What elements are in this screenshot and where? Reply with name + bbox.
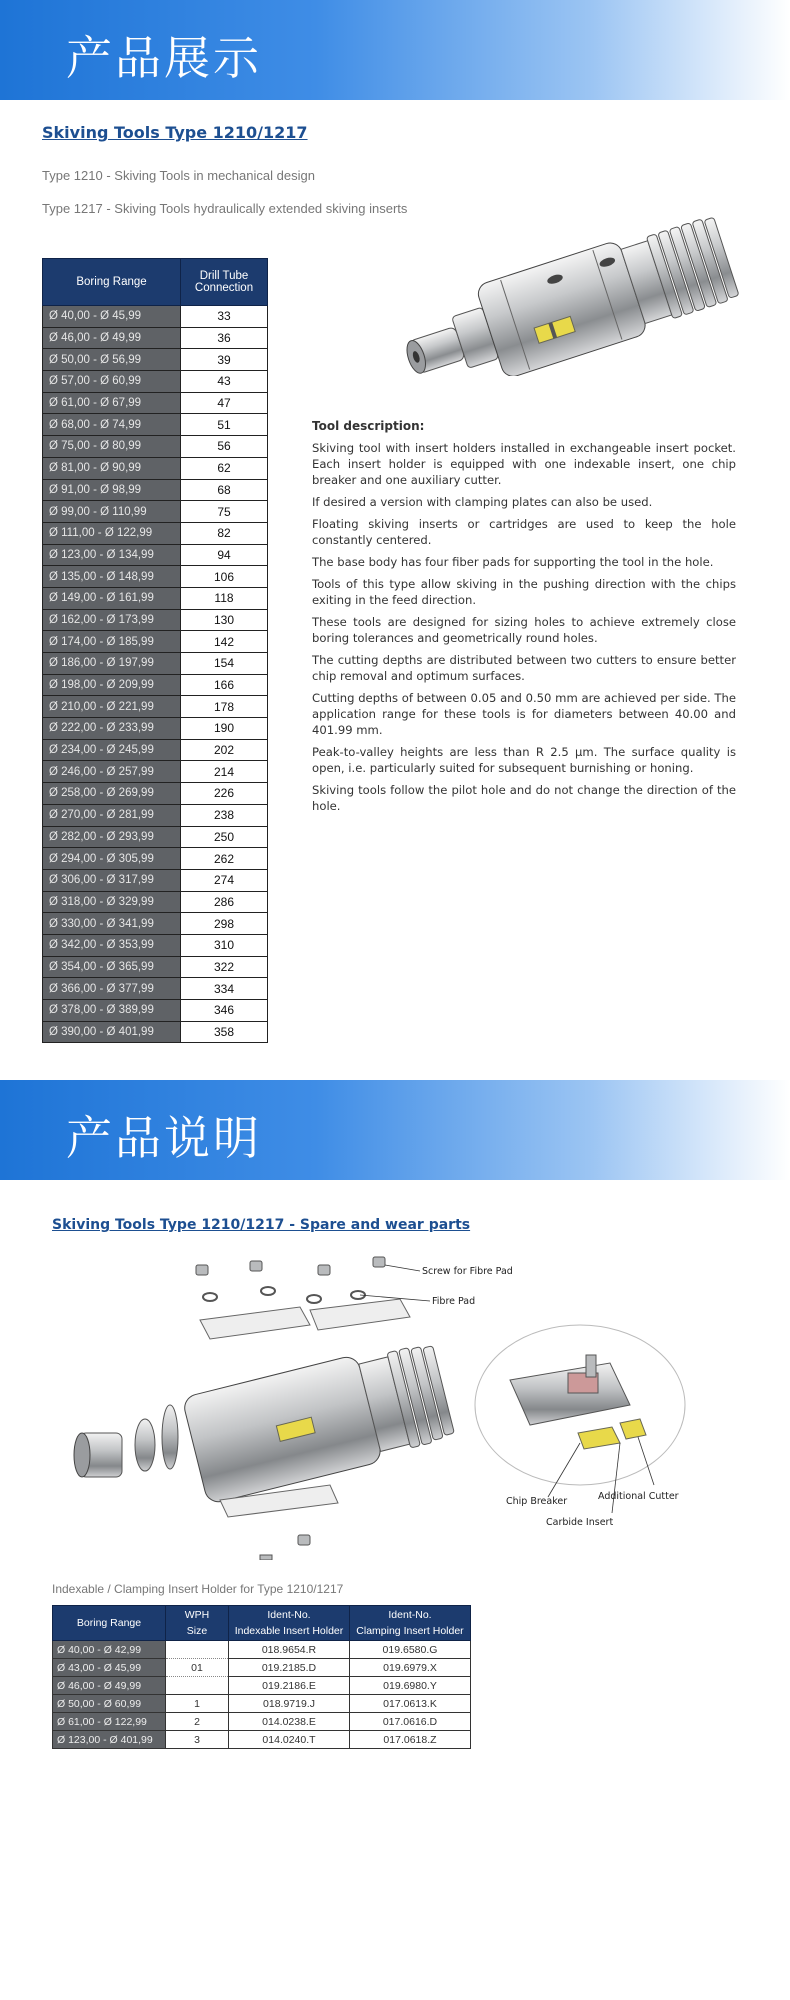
drill-tube-cell: 36	[181, 327, 268, 349]
table-row	[43, 804, 268, 826]
subtitle-1210: Type 1210 - Skiving Tools in mechanical design	[42, 168, 315, 183]
table-row	[53, 1659, 471, 1677]
insert-holder-caption: Indexable / Clamping Insert Holder for Type 1210/1217	[52, 1582, 344, 1596]
boring-range-cell: Ø 270,00 - Ø 281,99	[43, 804, 181, 826]
drill-tube-cell: 202	[181, 739, 268, 761]
boring-range-cell: Ø 50,00 - Ø 56,99	[43, 349, 181, 371]
label-chip-breaker: Chip Breaker	[506, 1496, 568, 1507]
cell-range: Ø 61,00 - Ø 122,99	[53, 1713, 166, 1731]
table-row	[53, 1713, 471, 1731]
cell-a: 014.0240.T	[229, 1731, 350, 1749]
table-row	[43, 436, 268, 458]
boring-range-cell: Ø 91,00 - Ø 98,99	[43, 479, 181, 501]
description-heading: Tool description:	[312, 419, 425, 433]
col-indexable-holder: Ident-No. Indexable Insert Holder	[229, 1606, 350, 1641]
table-row	[43, 306, 268, 328]
boring-range-cell: Ø 149,00 - Ø 161,99	[43, 587, 181, 609]
drill-tube-cell: 47	[181, 392, 268, 414]
cell-size: 01	[166, 1659, 229, 1677]
table-row	[43, 1021, 268, 1043]
boring-range-cell: Ø 282,00 - Ø 293,99	[43, 826, 181, 848]
banner-title: 产品展示	[66, 31, 262, 85]
drill-tube-cell: 33	[181, 306, 268, 328]
boring-range-cell: Ø 342,00 - Ø 353,99	[43, 934, 181, 956]
boring-range-cell: Ø 330,00 - Ø 341,99	[43, 913, 181, 935]
drill-tube-cell: 106	[181, 566, 268, 588]
boring-range-cell: Ø 46,00 - Ø 49,99	[43, 327, 181, 349]
description-paragraph: The base body has four fiber pads for supporting the tool in the hole.	[312, 555, 714, 569]
table-row	[53, 1677, 471, 1695]
boring-range-cell: Ø 61,00 - Ø 67,99	[43, 392, 181, 414]
table-row	[43, 392, 268, 414]
cell-a: 018.9654.R	[229, 1641, 350, 1659]
drill-tube-cell: 310	[181, 934, 268, 956]
boring-range-cell: Ø 68,00 - Ø 74,99	[43, 414, 181, 436]
drill-tube-cell: 322	[181, 956, 268, 978]
cell-a: 014.0238.E	[229, 1713, 350, 1731]
boring-range-cell: Ø 57,00 - Ø 60,99	[43, 371, 181, 393]
table-row	[43, 826, 268, 848]
drill-tube-cell: 43	[181, 371, 268, 393]
drill-tube-cell: 142	[181, 631, 268, 653]
table-row	[43, 457, 268, 479]
table-row	[43, 869, 268, 891]
boring-range-cell: Ø 174,00 - Ø 185,99	[43, 631, 181, 653]
boring-range-cell: Ø 198,00 - Ø 209,99	[43, 674, 181, 696]
boring-range-cell: Ø 222,00 - Ø 233,99	[43, 718, 181, 740]
drill-tube-cell: 51	[181, 414, 268, 436]
cell-size	[166, 1677, 229, 1695]
boring-range-cell: Ø 378,00 - Ø 389,99	[43, 1000, 181, 1022]
label-fibre-pad: Fibre Pad	[432, 1296, 476, 1307]
drill-tube-cell: 68	[181, 479, 268, 501]
drill-tube-cell: 75	[181, 501, 268, 523]
drill-tube-cell: 334	[181, 978, 268, 1000]
drill-tube-cell: 39	[181, 349, 268, 371]
table-row	[43, 978, 268, 1000]
col-drill-tube: Drill Tube Connection	[181, 259, 268, 306]
col-clamping-holder: Ident-No. Clamping Insert Holder	[350, 1606, 471, 1641]
table-row	[43, 371, 268, 393]
description-paragraph: Floating skiving inserts or cartridges are used to keep the hole constantly centered.	[312, 517, 736, 547]
table-row	[43, 718, 268, 740]
cell-size: 2	[166, 1713, 229, 1731]
drill-tube-cell: 190	[181, 718, 268, 740]
insert-holder-table	[52, 1605, 471, 1749]
cell-size	[166, 1641, 229, 1659]
table-row	[43, 479, 268, 501]
boring-range-cell: Ø 294,00 - Ø 305,99	[43, 848, 181, 870]
table-row	[43, 913, 268, 935]
col-boring-range-2: Boring Range	[53, 1606, 166, 1641]
drill-tube-cell: 118	[181, 587, 268, 609]
table-row	[43, 609, 268, 631]
boring-range-cell: Ø 123,00 - Ø 134,99	[43, 544, 181, 566]
table-row	[43, 739, 268, 761]
table-row	[43, 956, 268, 978]
subtitle-1217: Type 1217 - Skiving Tools hydraulically extended skiving inserts	[42, 201, 408, 216]
cell-range: Ø 50,00 - Ø 60,99	[53, 1695, 166, 1713]
drill-tube-cell: 178	[181, 696, 268, 718]
boring-range-cell: Ø 75,00 - Ø 80,99	[43, 436, 181, 458]
cell-b: 019.6580.G	[350, 1641, 471, 1659]
table-row	[43, 934, 268, 956]
table-row	[53, 1695, 471, 1713]
table-row	[43, 522, 268, 544]
drill-tube-cell: 250	[181, 826, 268, 848]
cell-range: Ø 123,00 - Ø 401,99	[53, 1731, 166, 1749]
boring-range-cell: Ø 366,00 - Ø 377,99	[43, 978, 181, 1000]
boring-range-table	[42, 258, 268, 1043]
table-row	[43, 848, 268, 870]
table-row	[43, 349, 268, 371]
col-boring-range: Boring Range	[43, 259, 181, 306]
cell-b: 019.6980.Y	[350, 1677, 471, 1695]
page-heading[interactable]: Skiving Tools Type 1210/1217	[42, 123, 308, 142]
cell-b: 017.0613.K	[350, 1695, 471, 1713]
exploded-view-image	[60, 1255, 700, 1560]
cell-range: Ø 43,00 - Ø 45,99	[53, 1659, 166, 1677]
table-row	[43, 653, 268, 675]
drill-tube-cell: 154	[181, 653, 268, 675]
cell-b: 017.0618.Z	[350, 1731, 471, 1749]
cell-size: 1	[166, 1695, 229, 1713]
table-row	[53, 1641, 471, 1659]
table-row	[43, 696, 268, 718]
drill-tube-cell: 94	[181, 544, 268, 566]
col-wph-size: WPH Size	[166, 1606, 229, 1641]
boring-range-cell: Ø 162,00 - Ø 173,99	[43, 609, 181, 631]
description-paragraph: Tools of this type allow skiving in the pushing direction with the chips exiting in the feed direction.	[312, 577, 736, 607]
description-paragraph: These tools are designed for sizing holes to achieve extremely close boring tolerances and geometrically round holes.	[312, 615, 736, 645]
cell-range: Ø 40,00 - Ø 42,99	[53, 1641, 166, 1659]
boring-range-cell: Ø 40,00 - Ø 45,99	[43, 306, 181, 328]
boring-range-cell: Ø 111,00 - Ø 122,99	[43, 522, 181, 544]
label-screw: Screw for Fibre Pad	[422, 1266, 513, 1277]
description-paragraph: The cutting depths are distributed between two cutters to ensure better chip removal and optimum surfaces.	[312, 653, 736, 683]
banner-product-display	[0, 0, 790, 100]
drill-tube-cell: 286	[181, 891, 268, 913]
boring-range-cell: Ø 186,00 - Ø 197,99	[43, 653, 181, 675]
description-paragraph: Skiving tools follow the pilot hole and do not change the direction of the hole.	[312, 783, 736, 813]
drill-tube-cell: 226	[181, 783, 268, 805]
drill-tube-cell: 166	[181, 674, 268, 696]
table-row	[43, 674, 268, 696]
boring-range-cell: Ø 81,00 - Ø 90,99	[43, 457, 181, 479]
boring-range-cell: Ø 135,00 - Ø 148,99	[43, 566, 181, 588]
drill-tube-cell: 238	[181, 804, 268, 826]
cell-b: 017.0616.D	[350, 1713, 471, 1731]
boring-range-cell: Ø 318,00 - Ø 329,99	[43, 891, 181, 913]
boring-range-cell: Ø 354,00 - Ø 365,99	[43, 956, 181, 978]
table-row	[43, 783, 268, 805]
table-row	[43, 587, 268, 609]
description-paragraph: If desired a version with clamping plates can also be used.	[312, 495, 653, 509]
description-paragraph: Skiving tool with insert holders installed in exchangeable insert pocket. Each insert holder is equipped with one indexable insert, one chip breaker and one auxiliary cutter.	[312, 441, 736, 487]
table-row	[43, 631, 268, 653]
table-row	[43, 414, 268, 436]
drill-tube-cell: 298	[181, 913, 268, 935]
drill-tube-cell: 214	[181, 761, 268, 783]
table-row	[43, 327, 268, 349]
table-row	[53, 1731, 471, 1749]
boring-range-cell: Ø 234,00 - Ø 245,99	[43, 739, 181, 761]
banner-title-2: 产品说明	[66, 1111, 262, 1165]
boring-range-cell: Ø 246,00 - Ø 257,99	[43, 761, 181, 783]
banner-product-description	[0, 1080, 790, 1180]
boring-range-cell: Ø 258,00 - Ø 269,99	[43, 783, 181, 805]
cell-a: 019.2185.D	[229, 1659, 350, 1677]
cell-a: 018.9719.J	[229, 1695, 350, 1713]
table-row	[43, 544, 268, 566]
table-row	[43, 501, 268, 523]
drill-tube-cell: 82	[181, 522, 268, 544]
drill-tube-cell: 358	[181, 1021, 268, 1043]
drill-tube-cell: 274	[181, 869, 268, 891]
table-row	[43, 761, 268, 783]
boring-range-cell: Ø 99,00 - Ø 110,99	[43, 501, 181, 523]
tool-description	[312, 418, 736, 820]
label-additional-cutter: Additional Cutter	[598, 1491, 679, 1502]
spare-parts-heading[interactable]: Skiving Tools Type 1210/1217 - Spare and wear parts	[52, 1217, 471, 1233]
boring-range-cell: Ø 210,00 - Ø 221,99	[43, 696, 181, 718]
drill-tube-cell: 346	[181, 1000, 268, 1022]
boring-range-cell: Ø 390,00 - Ø 401,99	[43, 1021, 181, 1043]
cell-range: Ø 46,00 - Ø 49,99	[53, 1677, 166, 1695]
skiving-tool-image	[388, 196, 758, 376]
drill-tube-cell: 130	[181, 609, 268, 631]
drill-tube-cell: 262	[181, 848, 268, 870]
table-row	[43, 566, 268, 588]
label-carbide-insert: Carbide Insert	[546, 1517, 614, 1528]
table-row	[43, 891, 268, 913]
description-paragraph: Cutting depths of between 0.05 and 0.50 mm are achieved per side. The application range for these tools is for diameters between 40.00 and 401.99 mm.	[312, 691, 736, 737]
cell-a: 019.2186.E	[229, 1677, 350, 1695]
boring-range-cell: Ø 306,00 - Ø 317,99	[43, 869, 181, 891]
description-paragraph: Peak-to-valley heights are less than R 2.5 µm. The surface quality is open, i.e. particularly suited for subsequent burnishing or honing.	[312, 745, 736, 775]
table-row	[43, 1000, 268, 1022]
cell-size: 3	[166, 1731, 229, 1749]
cell-b: 019.6979.X	[350, 1659, 471, 1677]
drill-tube-cell: 62	[181, 457, 268, 479]
drill-tube-cell: 56	[181, 436, 268, 458]
